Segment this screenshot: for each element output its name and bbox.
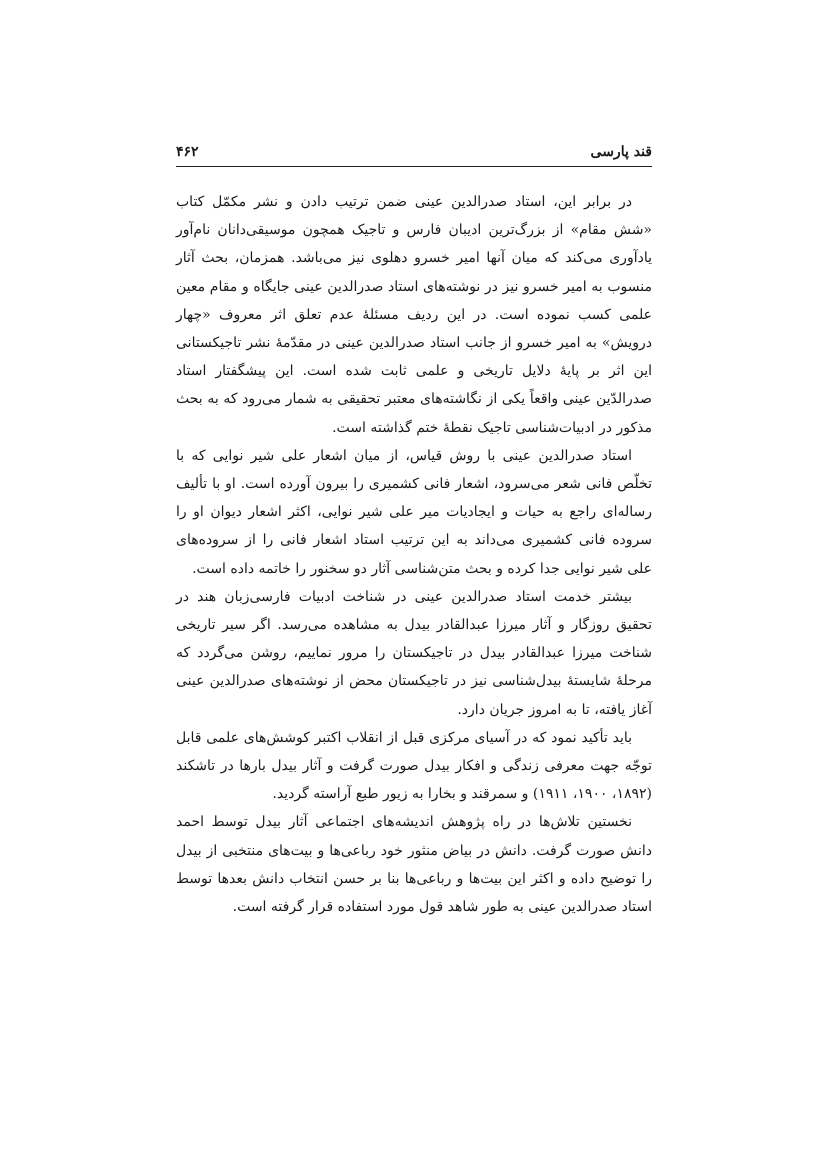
paragraph: نخستین تلاش‌ها در راه پژوهش اندیشه‌های اجتماعی آثار بیدل توسط احمد دانش صورت گرفت. دانش در بیاض منثور خود رباعی‌ها و بیت‌های منتخبی از بیدل را توضیح داده و اکثر این بیت‌ها و رباعی‌ها بنا بر حسن انتخاب دانش بعدها توسط استاد صدرالدین عینی به طور شاهد قول مورد استفاده قرار گرفته است.: [176, 814, 652, 916]
running-title: قند پارسی: [590, 144, 652, 160]
paragraph: باید تأکید نمود که در آسیای مرکزی قبل از انقلاب اکتبر کوشش‌های علمی قابل توجّه جهت معرفی زندگی و افکار بیدل صورت گرفت و آثار بیدل بارها در تاشکند (۱۸۹۲، ۱۹۰۰، ۱۹۱۱) و سمرقند و بخارا به زیور طبع آراسته گردید.: [176, 729, 652, 803]
paragraph: استاد صدرالدین عینی با روش قیاس، از میان اشعار علی شیر نوایی که با تخلّص فانی شعر می‌سرود، اشعار فانی کشمیری را بیرون آورده است. او با تألیف رساله‌ای راجع به حیات و ایجادیات میر علی شیر نوایی، اکثر اشعار دیوان او را سروده فانی کشمیری می‌داند به این ترتیب استاد اشعار فانی را از سروده‌های علی شیر نوایی جدا کرده و بحث متن‌شناسی آثار دو سخنور را خاتمه داده است.: [176, 447, 652, 577]
page-number: ۴۶۲: [176, 144, 199, 160]
page-header: [176, 140, 652, 167]
paragraph: بیشتر خدمت استاد صدرالدین عینی در شناخت ادبیات فارسی‌زبان هند در تحقیق روزگار و آثار میرزا عبدالقادر بیدل به مشاهده می‌رسد. اگر سیر تاریخی شناخت میرزا عبدالقادر بیدل در تاجیکستان را مرور نماییم، روشن می‌گردد که مرحلهٔ شایستهٔ بیدل‌شناسی نیز در تاجیکستان محض از نوشته‌های صدرالدین عینی آغاز یافته، تا به امروز جریان دارد.: [176, 588, 652, 718]
body-text: [176, 188, 652, 921]
paragraph: در برابر این، استاد صدرالدین عینی ضمن ترتیب دادن و نشر مکمّل کتاب «شش مقام» از بزرگ‌ترین ادیبان فارس و تاجیک همچون موسیقی‌دانان نام‌آور یادآوری می‌کند که میان آنها امیر خسرو دهلوی نیز می‌باشد. همزمان، بحث آثار منسوب به امیر خسرو نیز در نوشته‌های استاد صدرالدین عینی جایگاه و مقام معین علمی کسب نموده است. در این ردیف مسئلهٔ عدم تعلق اثر معروف «چهار درویش» به امیر خسرو از جانب استاد صدرالدین عینی در مقدّمهٔ نشر تاجیکستانی این اثر بر پایهٔ دلایل تاریخی و علمی ثابت شده است. این پیشگفتار استاد صدرالدّین عینی واقعاً یکی از نگاشته‌های معتبر تحقیقی به شمار می‌رود که به بحث مذکور در ادبیات‌شناسی تاجیک نقطهٔ ختم گذاشته است.: [176, 194, 652, 436]
